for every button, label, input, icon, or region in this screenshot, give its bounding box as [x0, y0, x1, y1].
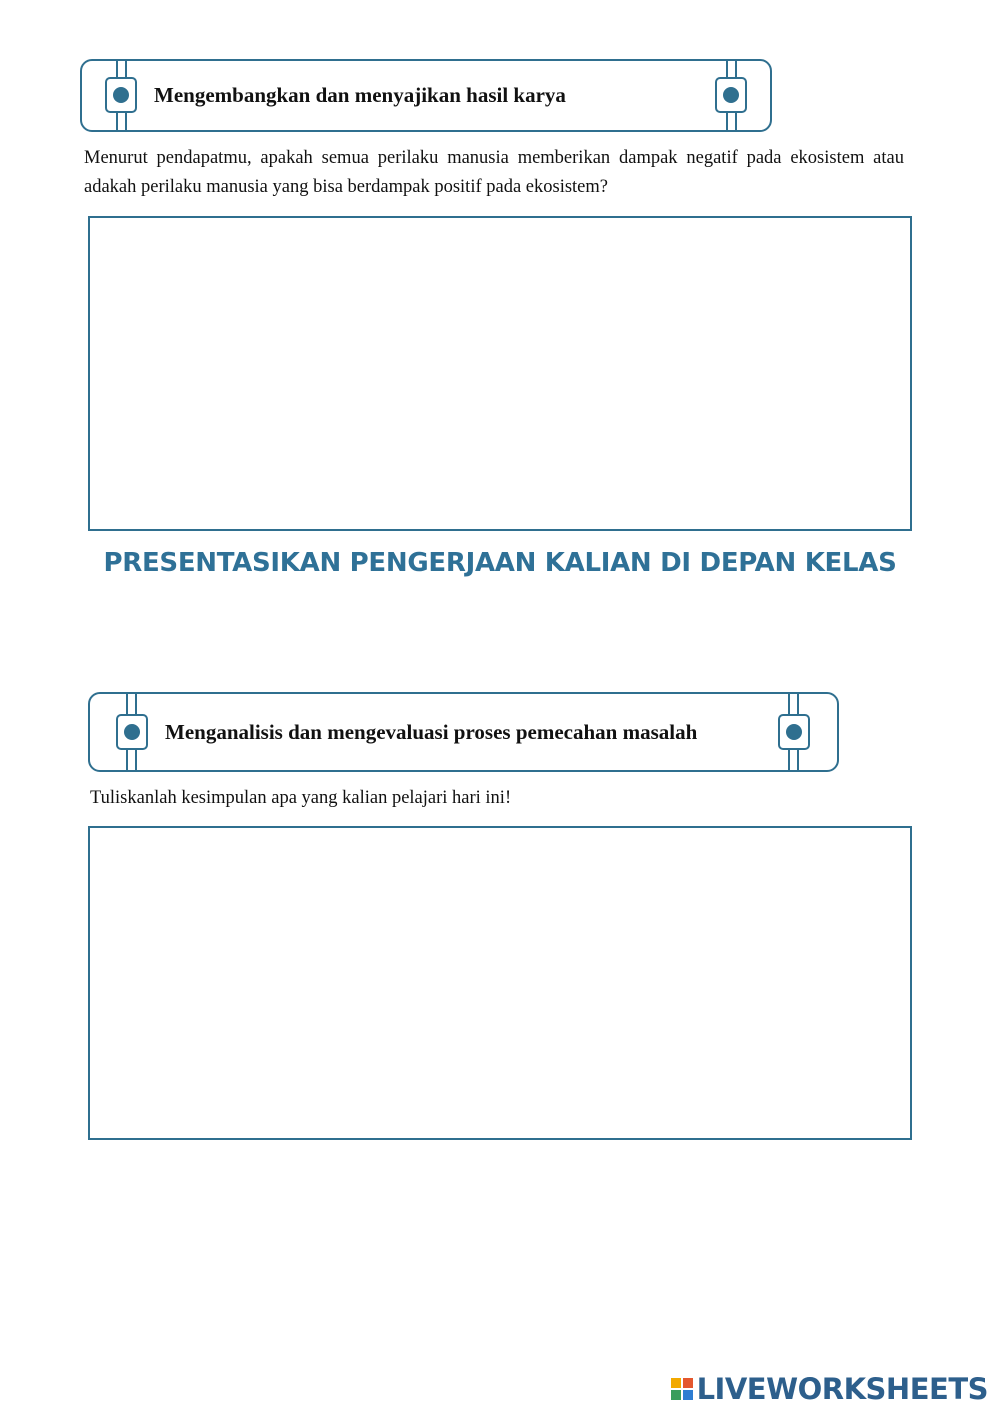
- banner-knob-right-icon: [778, 714, 810, 750]
- question-text-1: Menurut pendapatmu, apakah semua perilaku manusia memberikan dampak negatif pada ekosistem atau adakah perilaku manusia yang bisa berdampak positif pada ekosistem?: [84, 148, 904, 197]
- banner-title: Mengembangkan dan menyajikan hasil karya: [154, 83, 566, 107]
- section-banner-1: [80, 59, 772, 132]
- section-banner-2: [88, 692, 839, 772]
- presentation-headline: PRESENTASIKAN PENGERJAAN KALIAN DI DEPAN KELAS: [103, 548, 897, 578]
- question-text-2: Tuliskanlah kesimpulan apa yang kalian pelajari hari ini!: [90, 788, 512, 808]
- banner-knob-left-icon: [105, 77, 137, 113]
- liveworksheets-logo: [671, 1372, 988, 1406]
- banner-knob-left-icon: [116, 714, 148, 750]
- banner-knob-right-icon: [715, 77, 747, 113]
- logo-squares-icon: [671, 1378, 693, 1400]
- banner-title: Menganalisis dan mengevaluasi proses pemecahan masalah: [165, 719, 698, 744]
- answer-box-1[interactable]: [88, 216, 912, 531]
- logo-text: LIVEWORKSHEETS: [696, 1372, 988, 1406]
- answer-box-2[interactable]: [88, 826, 912, 1140]
